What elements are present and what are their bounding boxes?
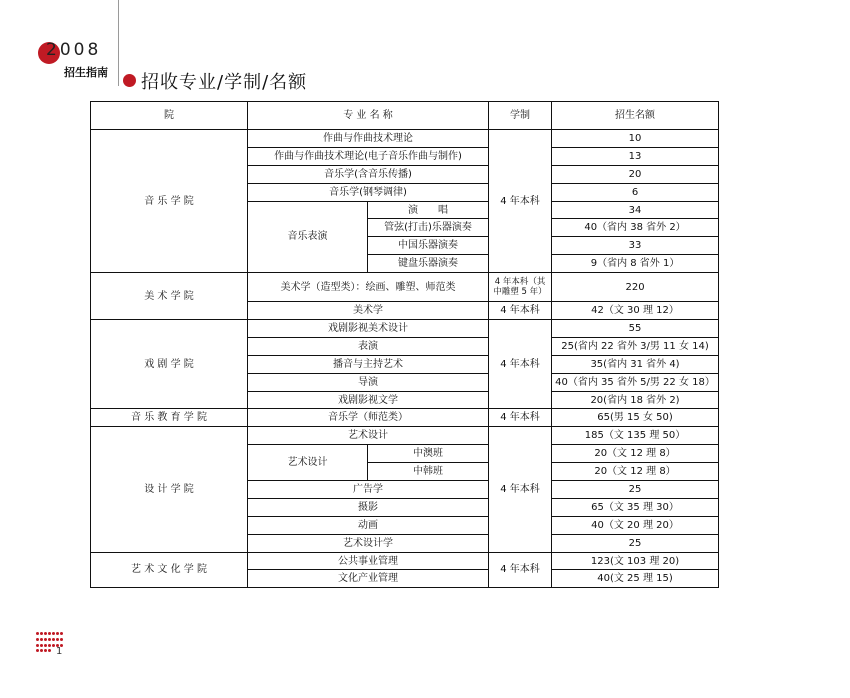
quota-cell: 40(文 25 理 15): [552, 570, 719, 588]
major-cell: 摄影: [248, 498, 489, 516]
major-cell: 中国乐器演奏: [368, 237, 489, 255]
quota-cell: 42（文 30 理 12）: [552, 302, 719, 320]
term-cell: 4 年本科（其中雕塑 5 年）: [489, 273, 552, 302]
major-cell: 美术学: [248, 302, 489, 320]
quota-cell: 220: [552, 273, 719, 302]
quota-cell: 20（文 12 理 8）: [552, 463, 719, 481]
term-cell: 4 年本科: [489, 302, 552, 320]
quota-cell: 20: [552, 165, 719, 183]
term-cell: 4 年本科: [489, 409, 552, 427]
term-cell: 4 年本科: [489, 130, 552, 273]
quota-cell: 10: [552, 130, 719, 148]
subgroup-cell: 音乐表演: [248, 201, 368, 273]
quota-cell: 35(省内 31 省外 4): [552, 355, 719, 373]
quota-cell: 6: [552, 183, 719, 201]
page-title: 招收专业/学制/名额: [141, 72, 308, 93]
quota-cell: 65(男 15 女 50): [552, 409, 719, 427]
table-row: [91, 409, 719, 427]
major-cell: 公共事业管理: [248, 552, 489, 570]
college-cell: 音 乐 教 育 学 院: [91, 409, 248, 427]
term-cell: 4 年本科: [489, 427, 552, 552]
admission-table: [90, 101, 719, 588]
quota-cell: 25: [552, 481, 719, 499]
college-cell: 设 计 学 院: [91, 427, 248, 552]
guide-label: 招生指南: [64, 66, 108, 79]
major-cell: 艺术设计学: [248, 534, 489, 552]
quota-cell: 123(文 103 理 20): [552, 552, 719, 570]
major-cell: 中澳班: [368, 445, 489, 463]
term-cell: 4 年本科: [489, 320, 552, 409]
quota-cell: 40（省内 38 省外 2）: [552, 219, 719, 237]
quota-cell: 33: [552, 237, 719, 255]
term-cell: 4 年本科: [489, 552, 552, 588]
major-cell: 音乐学(含音乐传播): [248, 165, 489, 183]
bullet-icon: [123, 74, 136, 87]
quota-cell: 40（文 20 理 20）: [552, 516, 719, 534]
major-cell: 作曲与作曲技术理论(电子音乐作曲与制作): [248, 147, 489, 165]
year-label: 2008: [46, 40, 102, 60]
major-cell: 作曲与作曲技术理论: [248, 130, 489, 148]
major-cell: 管弦(打击)乐器演奏: [368, 219, 489, 237]
quota-cell: 40（省内 35 省外 5/男 22 女 18）: [552, 373, 719, 391]
table-header-row: [91, 102, 719, 130]
major-cell: 文化产业管理: [248, 570, 489, 588]
header-divider: [118, 0, 119, 86]
college-cell: 音 乐 学 院: [91, 130, 248, 273]
table-row: [91, 320, 719, 338]
quota-cell: 13: [552, 147, 719, 165]
table-row: [91, 130, 719, 148]
college-cell: 艺 术 文 化 学 院: [91, 552, 248, 588]
major-cell: 动画: [248, 516, 489, 534]
table-row: [91, 427, 719, 445]
major-cell: 演 唱: [368, 201, 489, 219]
quota-cell: 55: [552, 320, 719, 338]
quota-cell: 25: [552, 534, 719, 552]
header-college: 院: [91, 102, 248, 130]
major-cell: 键盘乐器演奏: [368, 255, 489, 273]
quota-cell: 20(省内 18 省外 2): [552, 391, 719, 409]
quota-cell: 185（文 135 理 50）: [552, 427, 719, 445]
college-cell: 美 术 学 院: [91, 273, 248, 320]
major-cell: 音乐学(钢琴调律): [248, 183, 489, 201]
header-term: 学制: [489, 102, 552, 130]
major-cell: 音乐学（师范类）: [248, 409, 489, 427]
subgroup-cell: 艺术设计: [248, 445, 368, 481]
major-cell: 戏剧影视文学: [248, 391, 489, 409]
header-major: 专 业 名 称: [248, 102, 489, 130]
major-cell: 戏剧影视美术设计: [248, 320, 489, 338]
major-cell: 播音与主持艺术: [248, 355, 489, 373]
major-cell: 艺术设计: [248, 427, 489, 445]
quota-cell: 65（文 35 理 30）: [552, 498, 719, 516]
page-number: 1: [56, 646, 63, 657]
quota-cell: 34: [552, 201, 719, 219]
major-cell: 广告学: [248, 481, 489, 499]
quota-cell: 9（省内 8 省外 1）: [552, 255, 719, 273]
major-cell: 表演: [248, 337, 489, 355]
college-cell: 戏 剧 学 院: [91, 320, 248, 409]
header-quota: 招生名额: [552, 102, 719, 130]
quota-cell: 20（文 12 理 8）: [552, 445, 719, 463]
major-cell: 美术学（造型类）：绘画、雕塑、师范类: [248, 273, 489, 302]
major-cell: 导演: [248, 373, 489, 391]
table-row: [91, 273, 719, 302]
major-cell: 中韩班: [368, 463, 489, 481]
quota-cell: 25(省内 22 省外 3/男 11 女 14): [552, 337, 719, 355]
table-row: [91, 552, 719, 570]
